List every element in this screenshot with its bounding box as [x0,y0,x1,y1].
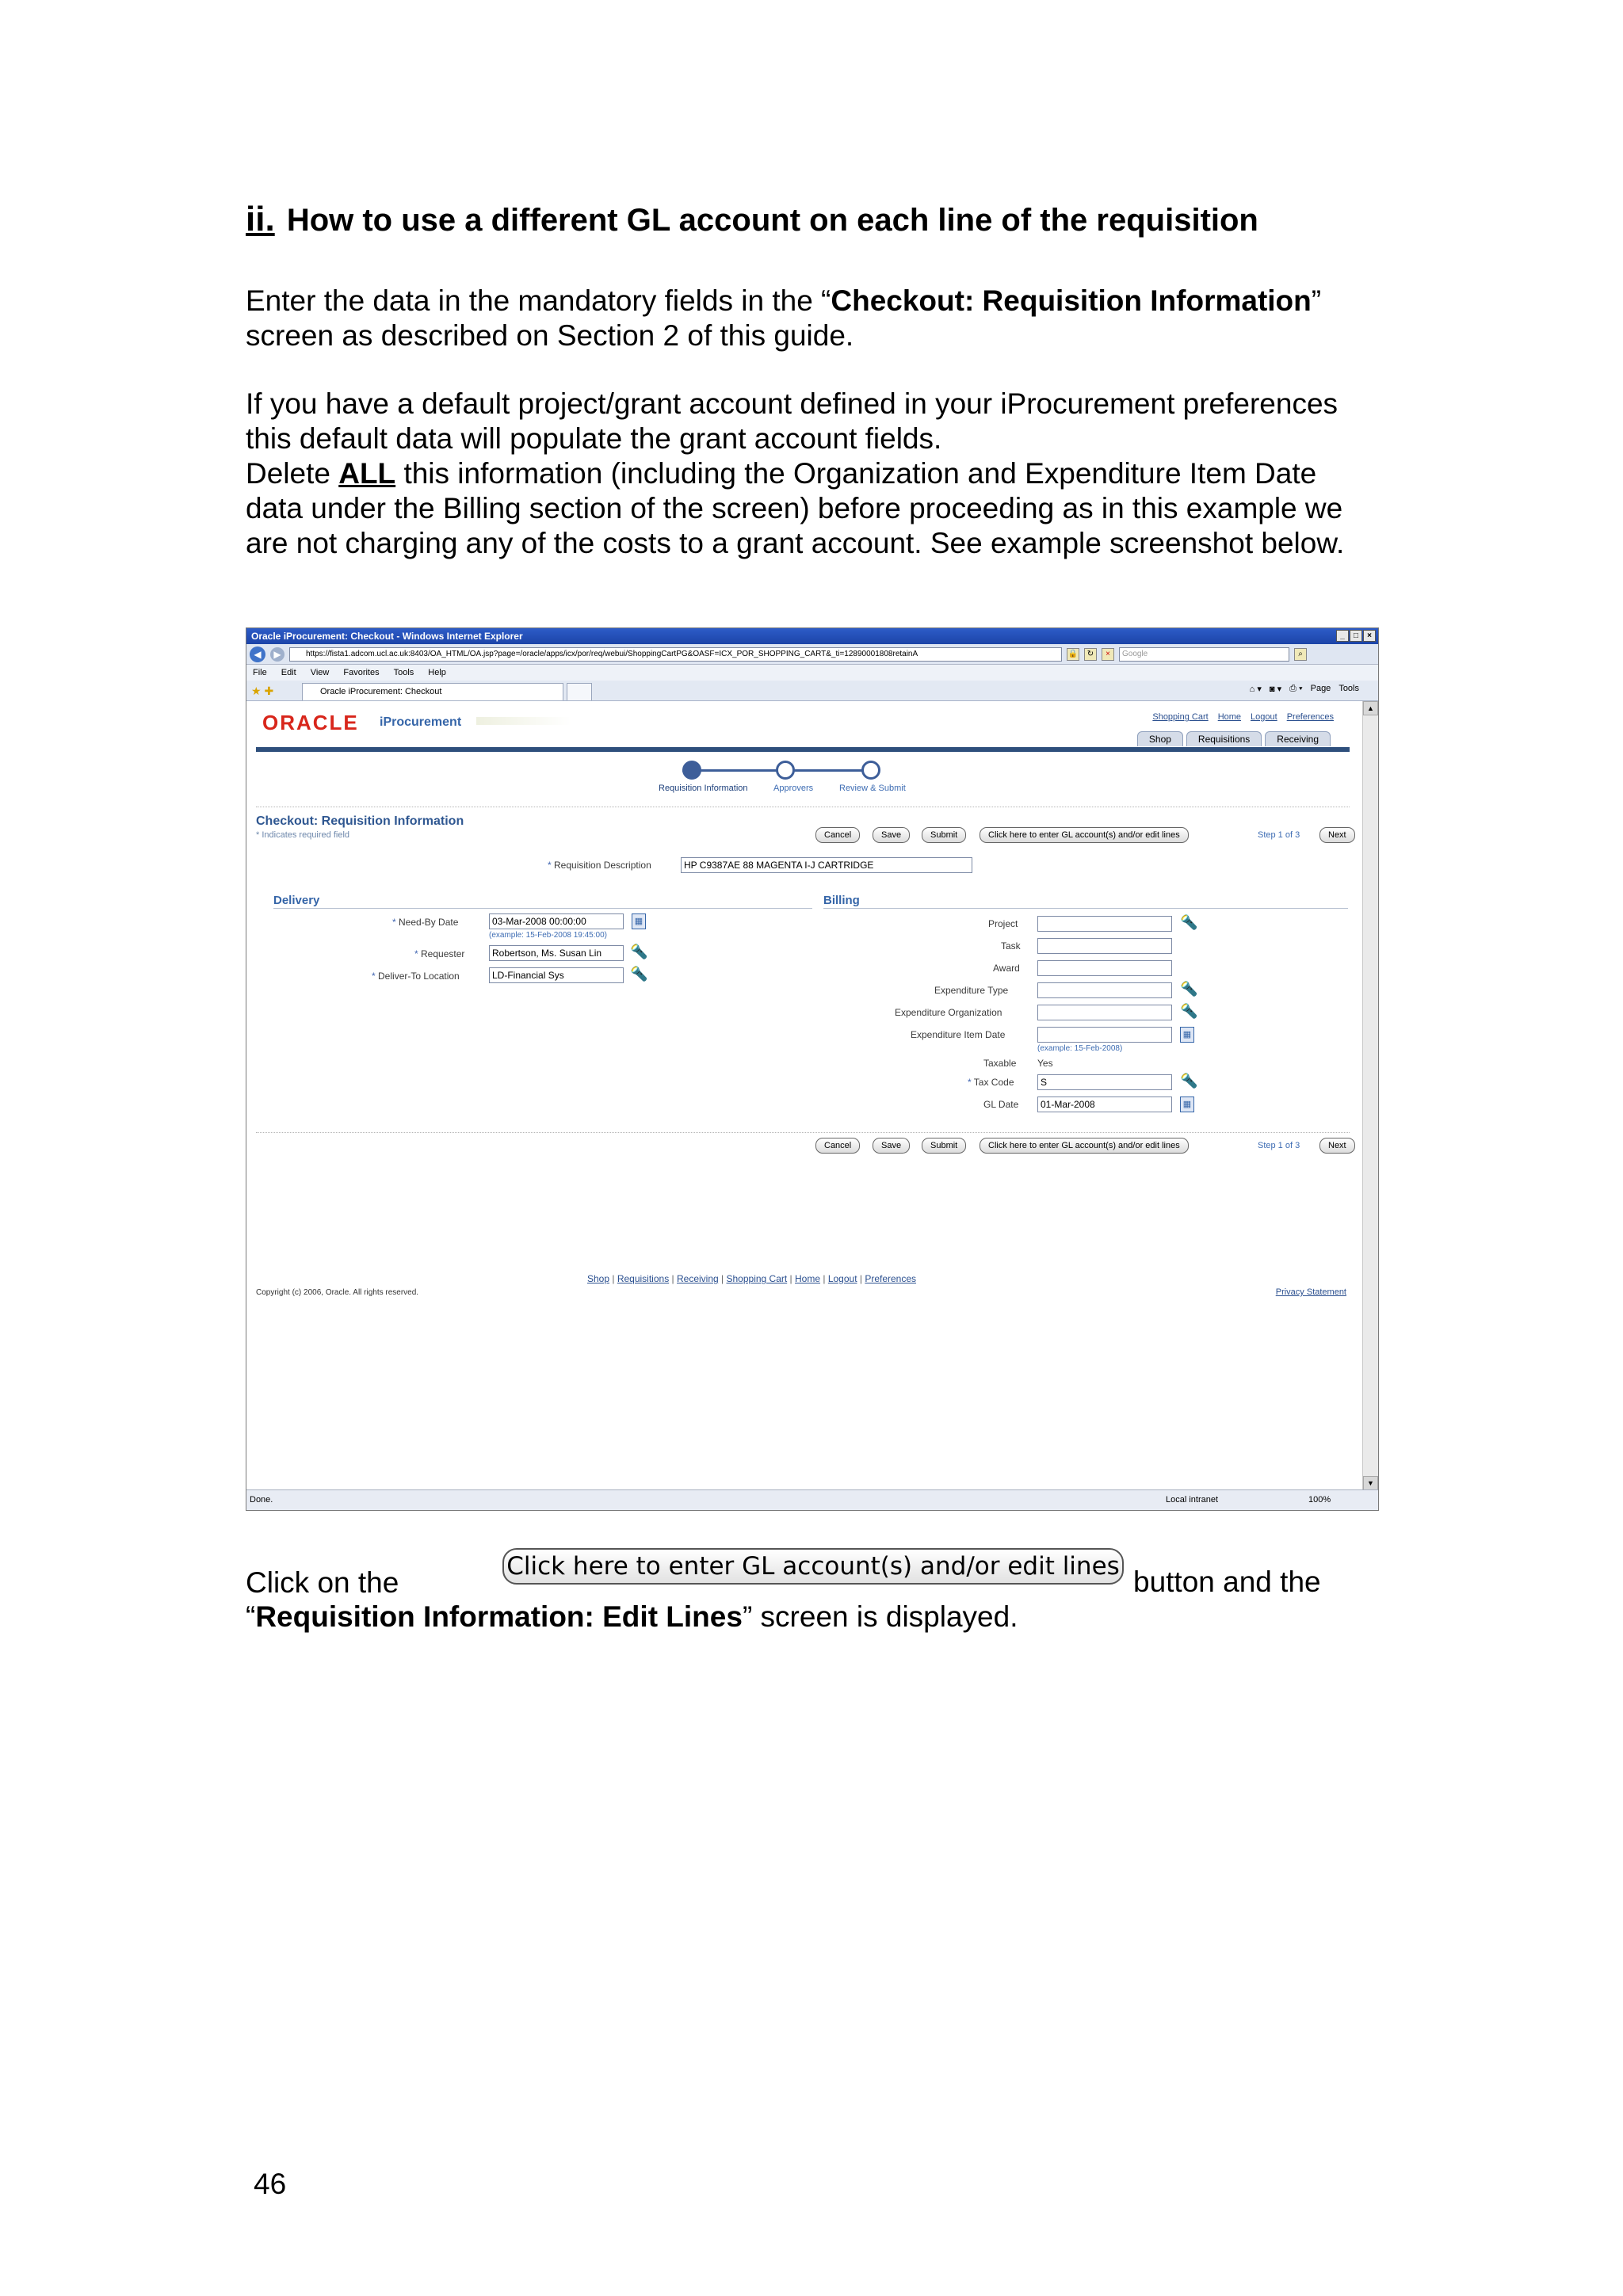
tab-checkout[interactable]: Oracle iProcurement: Checkout [302,683,563,700]
deliver-to-label: * Deliver-To Location [372,971,460,982]
security-zone: Local intranet [1166,1495,1219,1505]
train-line [682,769,865,772]
billing-rule [823,908,1348,909]
url-input[interactable]: https://fista1.adcom.ucl.ac.uk:8403/OA_HTML/OA.jsp?page=/oracle/apps/icx/por/req/webui/ShoppingCartPG&OASF=ICX_POR_SHOPPING_CART&_ti=12890001808retainA [289,647,1062,662]
gl-account-button-illustration: Click here to enter GL account(s) and/or edit lines [502,1548,1124,1585]
next-button-bottom[interactable]: Next [1319,1138,1355,1154]
next-button[interactable]: Next [1319,827,1355,843]
gl-date-label: GL Date [983,1099,1019,1110]
req-desc-input[interactable]: HP C9387AE 88 MAGENTA I-J CARTRIDGE [681,857,972,873]
submit-button-bottom[interactable]: Submit [922,1138,966,1154]
footer-link-requisitions[interactable]: Requisitions [617,1273,670,1284]
flashlight-search-icon[interactable]: 🔦 [630,966,648,982]
scroll-down-icon[interactable]: ▼ [1363,1476,1378,1490]
process-train [659,758,906,798]
req-desc-label: * Requisition Description [548,860,651,871]
zoom-level[interactable]: 100% [1308,1495,1331,1505]
step-indicator-bottom: Step 1 of 3 [1258,1141,1300,1150]
footer-link-shop[interactable]: Shop [587,1273,610,1284]
para2-delete-word: Delete [246,457,339,490]
train-label-approvers[interactable]: Approvers [773,784,814,793]
expenditure-type-input[interactable] [1037,982,1172,998]
calendar-icon[interactable]: ▦ [1180,1027,1194,1043]
footer-link-shopping-cart[interactable]: Shopping Cart [726,1273,788,1284]
footer-link-home[interactable]: Home [795,1273,821,1284]
new-tab-button[interactable] [567,683,592,700]
taxable-label: Taxable [983,1058,1017,1069]
expenditure-date-label: Expenditure Item Date [911,1029,1006,1040]
close-icon[interactable]: × [1363,630,1376,642]
home-icon[interactable]: ⌂ ▾ [1249,685,1262,694]
flashlight-search-icon[interactable]: 🔦 [630,944,648,959]
para2-rest: this information (including the Organization and Expenditure Item Date data under the Billing section of the screen) before proceeding as in this example we are not charging any of the costs to a grant account. See example screenshot below. [246,457,1345,559]
need-by-input[interactable]: 03-Mar-2008 00:00:00 [489,913,624,929]
menu-view[interactable]: View [310,668,330,677]
forward-icon[interactable]: ▶ [270,647,285,662]
privacy-link[interactable]: Privacy Statement [1275,1287,1346,1297]
footer-links: Shop | Requisitions | Receiving | Shopping Cart | Home | Logout | Preferences [587,1273,917,1284]
copyright: Copyright (c) 2006, Oracle. All rights reserved. [256,1288,419,1297]
expenditure-date-hint: (example: 15-Feb-2008) [1037,1044,1123,1053]
delivery-heading: Delivery [273,894,320,907]
award-label: Award [993,963,1020,974]
para3-quote-open: “ [246,1600,256,1633]
project-input[interactable] [1037,916,1172,932]
tax-code-input[interactable]: S [1037,1074,1172,1090]
maximize-icon[interactable]: □ [1350,630,1362,642]
para3-tail: button and the [1133,1566,1321,1598]
cancel-button-bottom[interactable]: Cancel [815,1138,860,1154]
link-shopping-cart[interactable]: Shopping Cart [1152,712,1209,722]
menu-favorites[interactable]: Favorites [343,668,380,677]
app-tabs [1137,731,1331,746]
train-node-requisition-info [682,761,701,780]
train-node-review[interactable] [861,761,880,780]
para2-all-emphasis: ALL [338,457,396,490]
menu-edit[interactable]: Edit [281,668,296,677]
menu-file[interactable]: File [253,668,267,677]
expenditure-date-input[interactable] [1037,1027,1172,1043]
refresh-icon[interactable]: ↻ [1084,648,1097,661]
project-label: Project [988,918,1018,929]
footer-link-receiving[interactable]: Receiving [677,1273,719,1284]
para3-bold-screen-name: Requisition Information: Edit Lines [255,1600,743,1633]
logo-gradient [476,717,571,725]
award-input[interactable] [1037,960,1172,976]
tab-requisitions[interactable]: Requisitions [1186,731,1262,746]
expenditure-type-label: Expenditure Type [934,985,1009,996]
browser-title: Oracle iProcurement: Checkout - Windows Internet Explorer [251,631,523,642]
search-input[interactable]: Google [1119,647,1289,662]
page-number: 46 [254,2168,287,2200]
command-bar [1250,684,1359,694]
step-indicator: Step 1 of 3 [1258,830,1300,840]
flashlight-search-icon[interactable]: 🔦 [1180,1003,1198,1019]
menu-tools[interactable]: Tools [393,668,414,677]
expenditure-org-label: Expenditure Organization [895,1007,1002,1018]
billing-heading: Billing [823,894,860,907]
browser-tab-bar [246,681,1378,701]
section-title: How to use a different GL account on each line of the requisition [286,203,1258,238]
divider [256,1132,1350,1133]
favorites-star-icon[interactable]: ★ ✚ [251,685,274,697]
paragraph-default-grant [246,387,1379,561]
expenditure-org-input[interactable] [1037,1005,1172,1020]
brand-bar [256,747,1350,752]
taxable-value: Yes [1037,1058,1053,1069]
para1-text-after: ” screen as described on Section 2 of this guide. [246,284,1322,352]
footer-link-preferences[interactable]: Preferences [865,1273,917,1284]
para1-text-before: Enter the data in the mandatory fields in the “ [246,284,831,317]
para2-line1: If you have a default project/grant account defined in your iProcurement preferences this default data will populate the grant account fields. [246,387,1338,455]
tab-shop[interactable]: Shop [1137,731,1183,746]
oracle-logo: ORACLE [262,711,359,734]
para1-bold-screen-name: Checkout: Requisition Information [831,284,1312,317]
requester-input[interactable]: Robertson, Ms. Susan Lin [489,945,624,961]
browser-title-bar [246,628,1378,644]
vertical-scrollbar[interactable] [1362,701,1378,1490]
lock-icon: 🔒 [1067,648,1079,661]
window-controls [1336,630,1376,642]
save-button[interactable]: Save [873,827,910,843]
menu-help[interactable]: Help [428,668,446,677]
product-name: iProcurement [380,715,462,729]
oracle-page [246,701,1362,1490]
print-icon[interactable]: ⎙ ▾ [1289,684,1303,693]
flashlight-search-icon[interactable]: 🔦 [1180,1073,1198,1089]
save-button-bottom[interactable]: Save [873,1138,910,1154]
deliver-to-input[interactable]: LD-Financial Sys [489,967,624,983]
task-label: Task [1001,940,1021,952]
section-heading [246,200,1258,239]
task-input[interactable] [1037,938,1172,954]
cancel-button[interactable]: Cancel [815,827,860,843]
footer-link-logout[interactable]: Logout [827,1273,857,1284]
checkout-screenshot [246,627,1379,1511]
flashlight-search-icon[interactable]: 🔦 [1180,914,1198,930]
feeds-icon[interactable]: ◙ ▾ [1269,685,1282,694]
delivery-rule [273,908,812,909]
need-by-hint: (example: 15-Feb-2008 19:45:00) [489,931,607,940]
submit-button[interactable]: Submit [922,827,966,843]
section-number: ii. [246,200,275,238]
need-by-label: * Need-By Date [392,917,459,928]
gl-date-input[interactable]: 01-Mar-2008 [1037,1097,1172,1112]
para3-end: ” screen is displayed. [742,1600,1018,1633]
train-label-requisition-info: Requisition Information [659,784,748,793]
para3-lead: Click on the [246,1566,399,1599]
page-title: Checkout: Requisition Information [256,814,464,828]
tax-code-label: * Tax Code [968,1077,1014,1088]
para3-line2 [246,1600,1018,1634]
gl-account-button[interactable]: Click here to enter GL account(s) and/or edit lines [980,827,1189,843]
required-note: * Indicates required field [256,830,350,840]
gl-account-button-bottom[interactable]: Click here to enter GL account(s) and/or edit lines [980,1138,1189,1154]
link-preferences[interactable]: Preferences [1286,712,1334,722]
menu-bar [246,665,1378,681]
status-text: Done. [250,1495,273,1505]
train-label-review[interactable]: Review & Submit [839,784,906,793]
train-node-approvers[interactable] [776,761,795,780]
minimize-icon[interactable]: _ [1336,630,1349,642]
tab-receiving[interactable]: Receiving [1265,731,1331,746]
address-bar [246,644,1378,665]
requester-label: * Requester [414,948,465,959]
paragraph-checkout-intro [246,284,1379,353]
global-links [1152,712,1334,722]
link-logout[interactable]: Logout [1251,712,1277,722]
page-menu[interactable]: Page [1310,684,1331,693]
search-icon[interactable]: ⌕ [1294,648,1307,661]
back-icon[interactable]: ◀ [250,646,265,662]
calendar-icon[interactable]: ▦ [632,913,646,929]
calendar-icon[interactable]: ▦ [1180,1097,1194,1112]
stop-icon[interactable]: × [1102,648,1114,661]
status-bar [246,1489,1378,1510]
scroll-up-icon[interactable]: ▲ [1363,701,1378,715]
tools-menu[interactable]: Tools [1338,684,1359,693]
flashlight-search-icon[interactable]: 🔦 [1180,981,1198,997]
link-home[interactable]: Home [1217,712,1242,722]
